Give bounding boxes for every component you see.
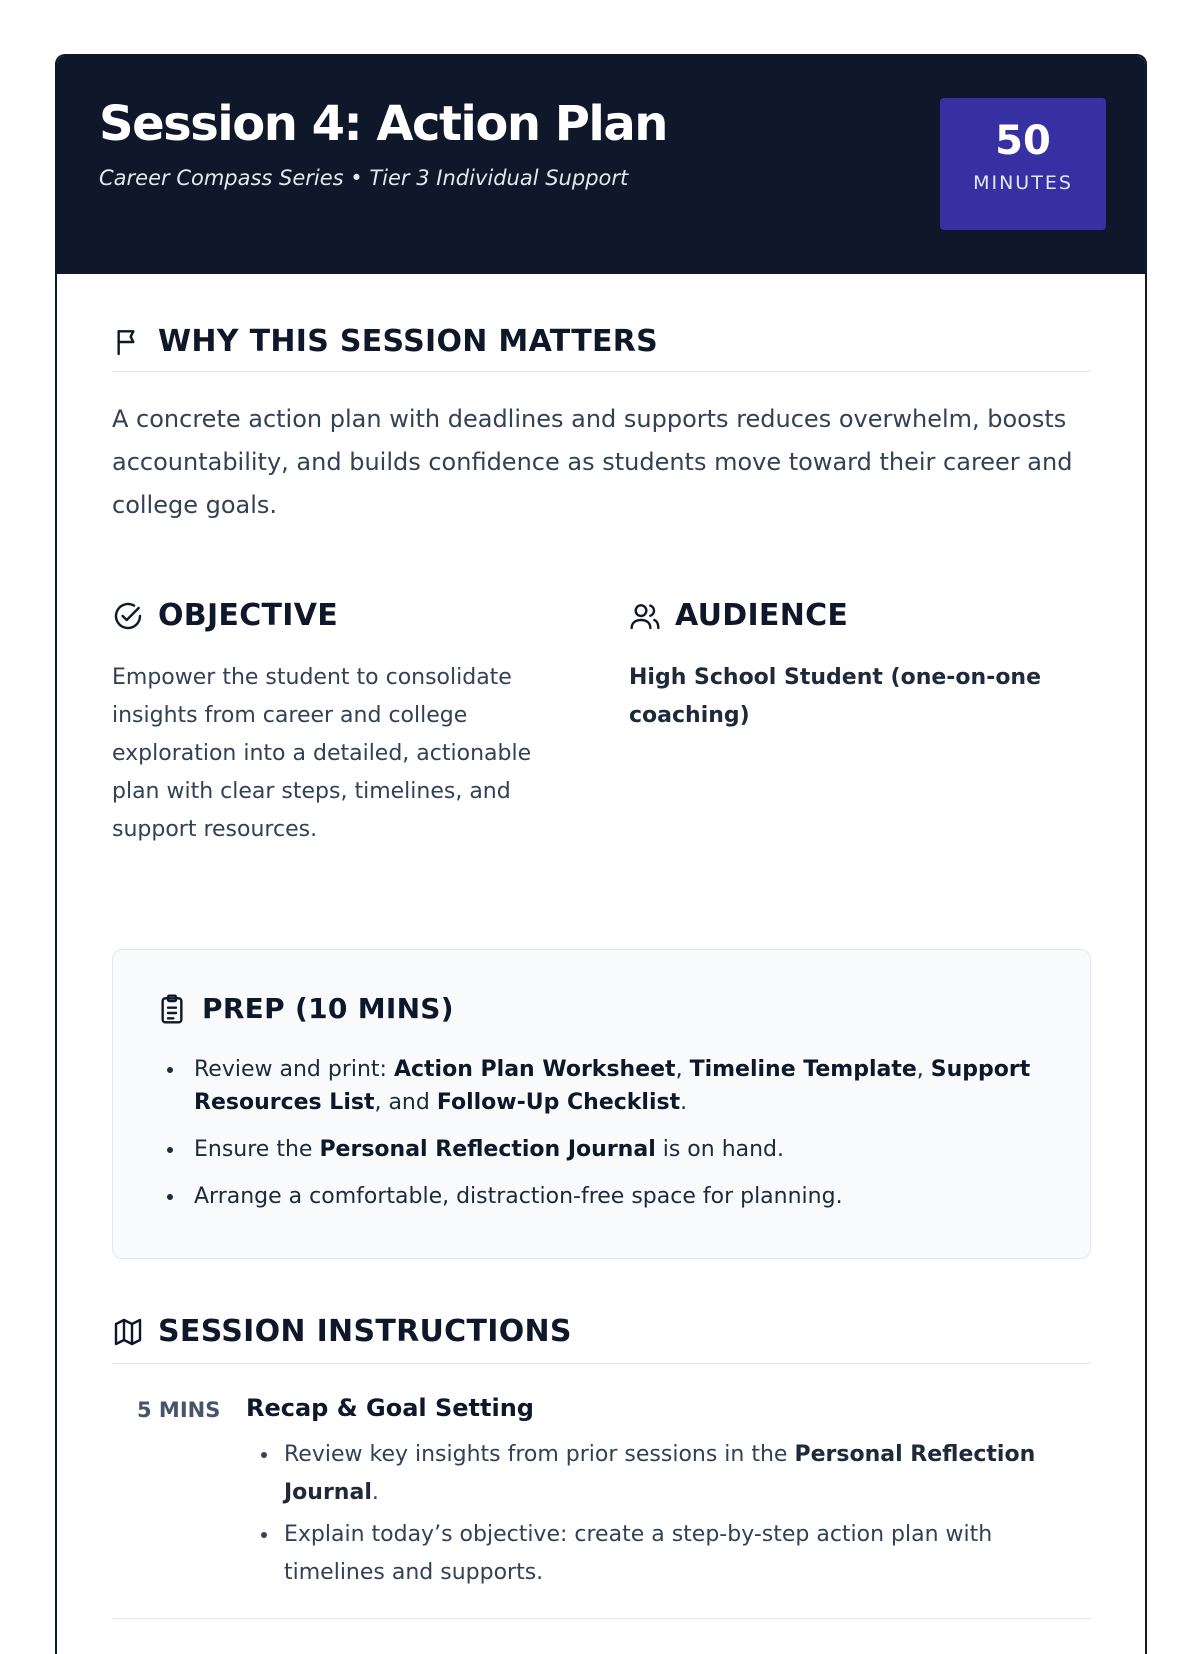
instructions-section bbox=[112, 1314, 1091, 1619]
session-card bbox=[55, 54, 1147, 1654]
item-text: Arrange a comfortable, distraction-free space for planning. bbox=[194, 1184, 843, 1209]
item-text: . bbox=[680, 1090, 688, 1115]
item-text: Ensure the bbox=[194, 1137, 320, 1162]
prep-item bbox=[186, 1053, 1050, 1119]
emphasis-text: Personal Reflection Journal bbox=[319, 1137, 656, 1162]
item-text: , bbox=[916, 1057, 931, 1082]
prep-heading bbox=[156, 992, 1050, 1025]
prep-list bbox=[156, 1053, 1050, 1213]
item-text: Review key insights from prior sessions in the bbox=[284, 1442, 795, 1467]
item-text: is on hand. bbox=[655, 1137, 785, 1162]
steps-list bbox=[112, 1394, 1091, 1619]
objective-heading-text: OBJECTIVE bbox=[158, 598, 339, 633]
item-text: Review and print: bbox=[194, 1057, 394, 1082]
divider bbox=[112, 1363, 1091, 1364]
flag-icon bbox=[112, 326, 144, 358]
audience-heading bbox=[629, 598, 1049, 633]
emphasis-text: Timeline Template bbox=[689, 1057, 917, 1082]
step-duration: 5 MINS bbox=[137, 1398, 221, 1422]
why-heading-text: WHY THIS SESSION MATTERS bbox=[158, 324, 659, 359]
duration-value: 50 bbox=[995, 118, 1051, 164]
item-text: Explain today’s objective: create a step-by-step action plan with timelines and supports. bbox=[284, 1522, 993, 1585]
duration-unit: MINUTES bbox=[973, 172, 1073, 194]
divider bbox=[112, 1618, 1091, 1619]
audience-body: High School Student (one-on-one coaching) bbox=[629, 665, 1042, 728]
emphasis-text: Action Plan Worksheet bbox=[393, 1057, 676, 1082]
item-text: , and bbox=[374, 1090, 437, 1115]
step-item bbox=[280, 1516, 1091, 1592]
audience-section bbox=[629, 598, 1049, 735]
step-body bbox=[246, 1394, 1091, 1592]
item-text: , bbox=[675, 1057, 690, 1082]
prep-item bbox=[186, 1180, 1050, 1213]
audience-heading-text: AUDIENCE bbox=[675, 598, 849, 633]
instruction-step bbox=[112, 1394, 1091, 1619]
instructions-heading bbox=[112, 1314, 1091, 1349]
session-title: Session 4: Action Plan bbox=[99, 96, 667, 152]
prep-item bbox=[186, 1133, 1050, 1166]
objective-body: Empower the student to consolidate insights from career and college exploration into a detailed, actionable plan with clear steps, timelines, and support resources. bbox=[112, 665, 532, 842]
objective-section bbox=[112, 598, 552, 849]
prep-heading-text: PREP (10 MINS) bbox=[202, 992, 454, 1025]
emphasis-text: Support Resources List bbox=[194, 1057, 1031, 1115]
prep-panel bbox=[112, 949, 1091, 1259]
instructions-heading-text: SESSION INSTRUCTIONS bbox=[158, 1314, 572, 1349]
emphasis-text: Follow-Up Checklist bbox=[436, 1090, 681, 1115]
map-icon bbox=[112, 1316, 144, 1348]
item-text: . bbox=[371, 1480, 379, 1505]
why-heading bbox=[112, 324, 1091, 359]
step-item bbox=[280, 1436, 1091, 1512]
check-circle-icon bbox=[112, 600, 144, 632]
session-header bbox=[57, 56, 1145, 274]
step-list bbox=[246, 1436, 1091, 1592]
emphasis-text: Personal Reflection Journal bbox=[284, 1442, 1036, 1505]
step-title: Recap & Goal Setting bbox=[246, 1394, 534, 1422]
why-section bbox=[112, 324, 1091, 527]
clipboard-icon bbox=[156, 993, 188, 1025]
divider bbox=[112, 371, 1091, 372]
objective-heading bbox=[112, 598, 552, 633]
duration-badge bbox=[940, 98, 1106, 230]
users-icon bbox=[629, 600, 661, 632]
session-subtitle: Career Compass Series • Tier 3 Individual Support bbox=[99, 166, 629, 190]
why-body: A concrete action plan with deadlines and supports reduces overwhelm, boosts accountability, and builds confidence as students move toward their career and college goals. bbox=[112, 405, 1073, 519]
